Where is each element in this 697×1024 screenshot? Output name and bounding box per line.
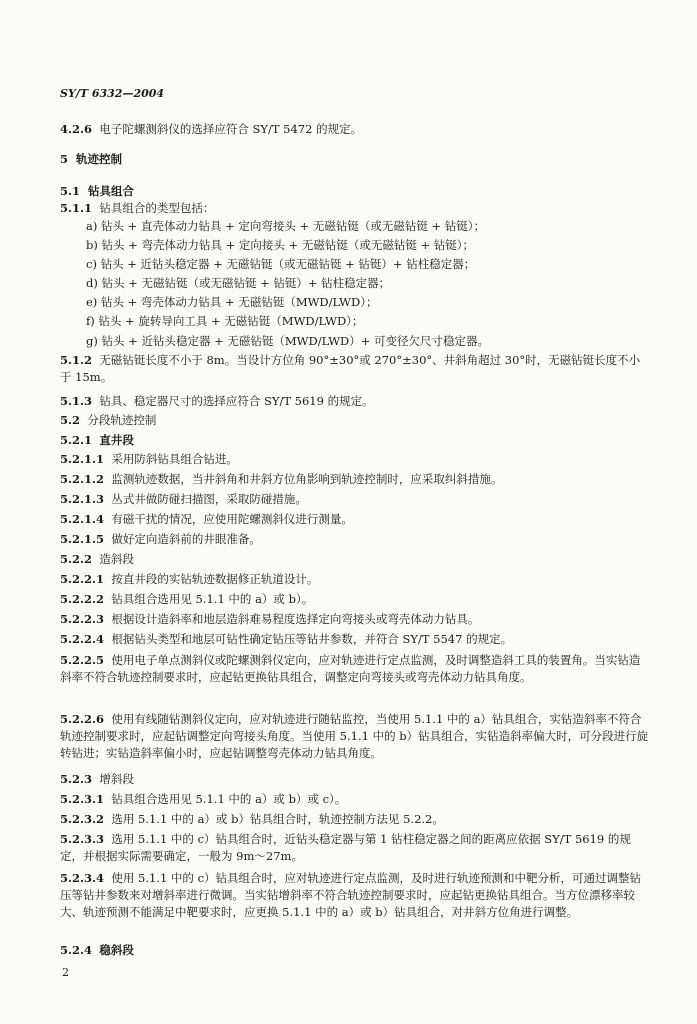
clause-5-2-1-heading: 5.2.1 直井段 — [60, 433, 134, 447]
clause-5-2-2-5: 5.2.2.5 使用电子单点测斜仪或陀螺测斜仪定向，应对轨迹进行定点监测，及时调整造斜工具的装置角。当实钻造斜率不符合轨迹控制要求时，应起钻更换钻具组合，调整定向弯接头或弯壳体动力钻具角度。 — [60, 653, 641, 684]
clause-5-1-heading: 5.1 钻具组合 — [60, 184, 135, 198]
clause-5-2-2-2: 5.2.2.2 钻具组合选用见 5.1.1 中的 a）或 b）。 — [60, 592, 314, 606]
clause-5-2-2-1: 5.2.2.1 按直井段的实钻轨迹数据修正轨道设计。 — [60, 572, 319, 586]
clause-5-2-1-4: 5.2.1.4 有磁干扰的情况，应使用陀螺测斜仪进行测量。 — [60, 512, 353, 526]
clause-5-2-4-heading: 5.2.4 稳斜段 — [60, 943, 134, 957]
list-item-c: c) 钻头 + 近钻头稳定器 + 无磁钻铤（或无磁钻铤 + 钻铤）+ 钻柱稳定器； — [86, 257, 476, 271]
clause-5-1-3: 5.1.3 钻具、稳定器尺寸的选择应符合 SY/T 5619 的规定。 — [60, 394, 374, 408]
clause-5-2-3-3: 5.2.3.3 选用 5.1.1 中的 c）钻具组合时，近钻头稳定器与第 1 钻柱稳定器之间的距离应依据 SY/T 5619 的规定，并根据实际需要确定，一般为 9m～27m。 — [60, 832, 631, 863]
clause-5-2-2-heading: 5.2.2 造斜段 — [60, 552, 134, 566]
clause-5-2-2-3: 5.2.2.3 根据设计造斜率和地层造斜难易程度选择定向弯接头或弯壳体动力钻具。 — [60, 612, 480, 626]
page-number: 2 — [62, 966, 69, 979]
clause-5-2-1-2: 5.2.1.2 监测轨迹数据，当井斜角和井斜方位角影响到轨迹控制时，应采取纠斜措施。 — [60, 472, 503, 486]
clause-5-2-1-1: 5.2.1.1 采用防斜钻具组合钻进。 — [60, 452, 238, 466]
clause-5-2-3-2: 5.2.3.2 选用 5.1.1 中的 a）或 b）钻具组合时，轨迹控制方法见 5.2.2。 — [60, 812, 444, 826]
section-5-heading: 5 轨迹控制 — [60, 152, 123, 166]
list-item-e: e) 钻头 + 弯壳体动力钻具 + 无磁钻铤（MWD/LWD）； — [86, 295, 378, 309]
standard-header: SY/T 6332—2004 — [60, 87, 165, 100]
clause-5-2-heading: 5.2 分段轨迹控制 — [60, 413, 157, 427]
clause-5-2-3-1: 5.2.3.1 钻具组合选用见 5.1.1 中的 a）或 b）或 c）。 — [60, 792, 347, 806]
clause-5-2-3-heading: 5.2.3 增斜段 — [60, 772, 134, 786]
list-item-d: d) 钻头 + 无磁钻铤（或无磁钻铤 + 钻铤）+ 钻柱稳定器； — [86, 276, 391, 290]
clause-5-2-1-3: 5.2.1.3 丛式井做防碰扫描图，采取防碰措施。 — [60, 492, 307, 506]
list-item-f: f) 钻头 + 旋转导向工具 + 无磁钻铤（MWD/LWD）； — [86, 314, 364, 328]
clause-5-2-1-5: 5.2.1.5 做好定向造斜前的井眼准备。 — [60, 532, 261, 546]
clause-5-1-1: 5.1.1 钻具组合的类型包括： — [60, 201, 215, 215]
list-item-g: g) 钻头 + 近钻头稳定器 + 无磁钻铤（MWD/LWD）+ 可变径欠尺寸稳定器。 — [86, 334, 490, 348]
clause-4-2-6: 4.2.6 电子陀螺测斜仪的选择应符合 SY/T 5472 的规定。 — [60, 122, 363, 136]
clause-5-2-2-6: 5.2.2.6 使用有线随钻测斜仪定向，应对轨迹进行随钻监控，当使用 5.1.1 中的 a）钻具组合，实钻造斜率不符合轨迹控制要求时，应起钻调整定向弯接头角度。当使用 5.1.1 中的 b）钻具组合，实钻造斜率偏大时，可分段进行旋转钻进；实钻造斜率偏小时，应起钻调整弯壳体动力钻具角度。 — [60, 712, 649, 760]
clause-5-2-2-4: 5.2.2.4 根据钻头类型和地层可钻性确定钻压等钻井参数，并符合 SY/T 5547 的规定。 — [60, 632, 513, 646]
list-item-b: b) 钻头 + 弯壳体动力钻具 + 定向接头 + 无磁钻铤（或无磁钻铤 + 钻铤）； — [86, 238, 475, 252]
clause-5-1-2: 5.1.2 无磁钻铤长度不小于 8m。当设计方位角 90°±30°或 270°±30°、井斜角超过 30°时，无磁钻铤长度不小于 15m。 — [60, 353, 641, 384]
clause-5-2-3-4: 5.2.3.4 使用 5.1.1 中的 c）钻具组合时，应对轨迹进行定点监测，及时进行轨迹预测和中靶分析，可通过调整钻压等钻井参数来对增斜率进行微调。当实钻增斜率不符合轨迹控制要求时，应起钻更换钻具组合。当方位漂移率较大、轨迹预测不能满足中靶要求时，应更换 5.1.1 中的 a）或 b）钻具组合，对井斜方位角进行调整。 — [60, 871, 642, 919]
list-item-a: a) 钻头 + 直壳体动力钻具 + 定向弯接头 + 无磁钻铤（或无磁钻铤 + 钻铤）； — [86, 219, 486, 233]
